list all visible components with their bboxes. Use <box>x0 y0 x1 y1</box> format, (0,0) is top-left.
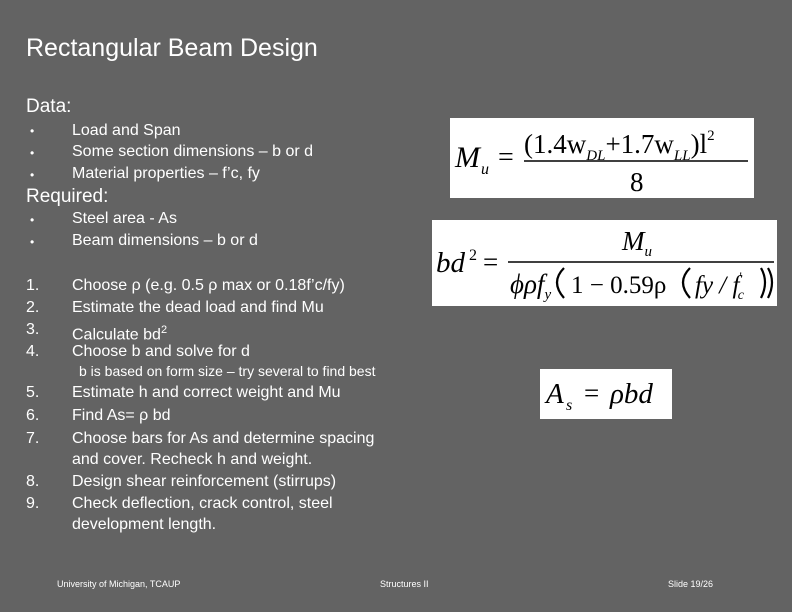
step-number: 9. <box>26 495 40 512</box>
step-text-cont: development length. <box>72 516 217 533</box>
data-heading: Data: <box>26 96 72 117</box>
step-number: 4. <box>26 343 40 360</box>
bullet: • <box>30 235 35 249</box>
data-item: Some section dimensions – b or d <box>72 143 314 160</box>
data-item: Load and Span <box>72 122 181 139</box>
bullet: • <box>30 146 35 160</box>
step-text: Find As= ρ bd <box>72 407 171 424</box>
mu-equals: = <box>498 142 514 173</box>
required-heading: Required: <box>26 186 109 207</box>
bullet: • <box>30 168 35 182</box>
mu-den: 8 <box>630 167 644 197</box>
outer-left-paren <box>557 268 564 298</box>
step-number: 5. <box>26 384 40 401</box>
footer-left: University of Michigan, TCAUP <box>57 579 181 589</box>
slide-title: Rectangular Beam Design <box>26 34 318 62</box>
bd2-num: $M_u$ <box>622 226 652 260</box>
bd2-den: ϕρf$_y$ <box>510 269 552 303</box>
step-text: Check deflection, crack control, steel <box>72 495 333 512</box>
step-text: Choose bars for As and determine spacing <box>72 430 375 447</box>
bd2-lhs: bd <box>436 247 465 279</box>
mu-lhs: M <box>455 141 480 174</box>
step-text: Choose b and solve for d <box>72 343 250 360</box>
outer-right-paren <box>768 268 772 298</box>
step-text: Estimate h and correct weight and Mu <box>72 384 341 401</box>
mu-formula <box>450 118 754 198</box>
step-text-wrap <box>72 321 167 344</box>
required-item: Beam dimensions – b or d <box>72 232 258 249</box>
step-number: 7. <box>26 430 40 447</box>
data-item: Material properties – f’c, fy <box>72 165 260 182</box>
step-text-cont: and cover. Recheck h and weight. <box>72 451 313 468</box>
step-text: Estimate the dead load and find Mu <box>72 299 324 316</box>
required-item: Steel area - As <box>72 210 177 227</box>
bd2-paren-text: 1 − 0.59ρ <box>571 272 667 299</box>
step-text: Calculate bd <box>72 326 161 344</box>
as-equals: = <box>584 378 600 408</box>
step-number: 6. <box>26 407 40 424</box>
inner-right-paren <box>761 268 765 298</box>
step-note: b is based on form size – try several to find best <box>79 363 376 379</box>
step-superscript: 2 <box>160 324 168 336</box>
mu-num: $(1.4w_{DL}+1.7w_{LL})l^2$ <box>524 128 715 164</box>
as-rhs: ρbd <box>610 378 653 410</box>
bullet: • <box>30 213 35 227</box>
as-lhs-sub: s <box>566 397 573 414</box>
step-number: 8. <box>26 473 40 490</box>
as-lhs: A <box>546 378 564 410</box>
step-number: 3. <box>26 321 40 338</box>
mu-lhs-sub: u <box>481 161 489 178</box>
as-formula <box>540 369 672 419</box>
bullet: • <box>30 124 35 138</box>
footer-center: Structures II <box>380 579 429 589</box>
step-text: Choose ρ (e.g. 0.5 ρ max or 0.18f’c/fy) <box>72 277 345 294</box>
bd2-equals: = <box>483 247 499 277</box>
inner-left-paren <box>683 268 690 298</box>
bd2-lhs-sup: 2 <box>469 247 477 264</box>
slide-number: Slide 19/26 <box>668 579 714 589</box>
step-number: 1. <box>26 277 40 294</box>
step-text: Design shear reinforcement (stirrups) <box>72 473 337 490</box>
step-number: 2. <box>26 299 40 316</box>
bd2-formula <box>432 220 777 306</box>
bd2-inner: fy / f' c <box>695 269 744 303</box>
